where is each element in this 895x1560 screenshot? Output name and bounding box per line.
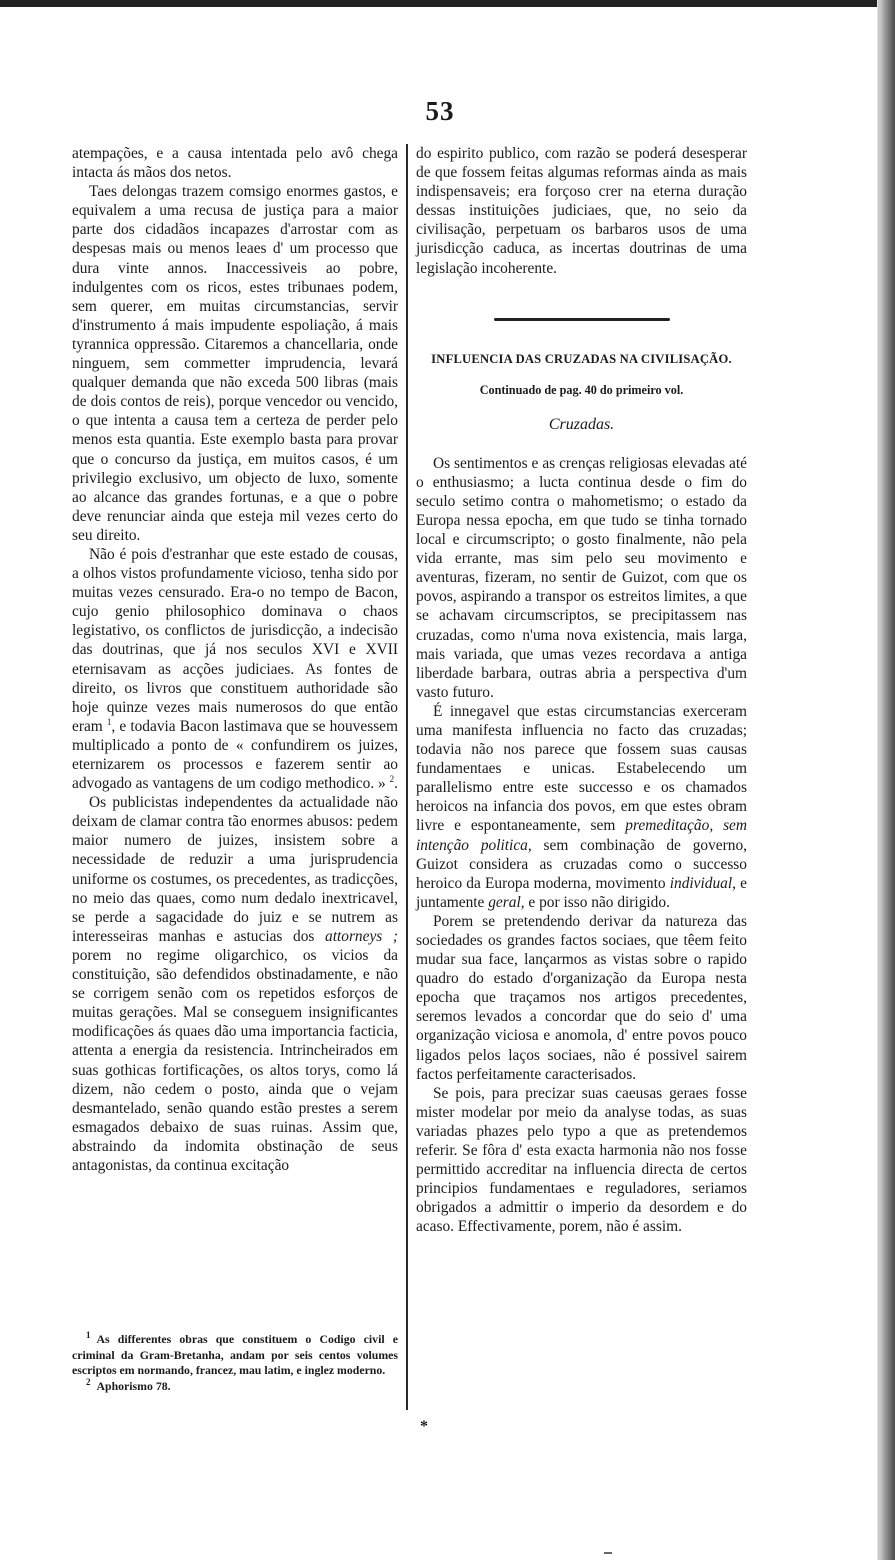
right-paragraph — [416, 1084, 747, 1237]
page-edge-line — [878, 0, 880, 1560]
right-column-body — [416, 454, 747, 1237]
text-segment: do espirito publico, com razão se poderá desesperar de que fossem feitas algumas reformas ainda as mais indispensaveis; era forçoso crer na eterna duração dessas instituições judiciaes, que, no seio da civilisação, perpetuam os barbaros usos de uma jurisdicção caduca, as incertas doutrinas de uma legislação incoherente. — [416, 145, 747, 277]
page-top-edge — [0, 0, 880, 7]
right-paragraph — [416, 454, 747, 702]
printer-mark — [604, 1552, 612, 1554]
text-segment: . — [394, 775, 398, 793]
left-paragraph — [72, 793, 398, 1175]
italic-text: geral — [488, 893, 521, 911]
text-segment: Se pois, para precizar suas caeusas geraes fosse mister modelar por meio da analyse todas, as suas variadas phazes pelo typo a que as pretendemos referir. Se fôra d' esta exacta harmonia não nos fosse permittido accreditar na influencia directa de certos principios fundamentaes e reguladores, seriamos obrigados a admittir o imperio da desordem e do acaso. Effectivamente, porem, não é assim. — [416, 1084, 747, 1236]
footnote-number: 1 — [86, 1330, 91, 1341]
section-subheading: Cruzadas. — [548, 415, 615, 433]
text-segment: porem no regime oligarchico, os vicios da constituição, são defendidos obstinadamente, e não se corrigem senão com os repetidos esforços de muitas gerações. Mal se conseguem insignificantes modificações ás quaes dão uma importancia facticia, attenta a energia da resistencia. Intrincheirados em suas gothicas fortificações, os altos torys, como lá dizem, não cedem o posto, ainda que o vejam desmantelado, senão quando estão prestes a serem esmagados debaixo de suas ruinas. Assim que, abstraindo da indomita obstinação de seus antagonistas, da continua excitação — [72, 946, 398, 1174]
text-segment: atempações, e a causa intentada pelo avô chega intacta ás mãos dos netos. — [72, 145, 398, 182]
left-paragraph — [72, 144, 398, 182]
continuation-note: Continuado de pag. 40 do primeiro vol. — [479, 382, 684, 397]
section-rule — [494, 318, 670, 321]
right-paragraph — [416, 912, 747, 1084]
footnote — [72, 1376, 398, 1395]
left-column — [72, 144, 398, 1175]
section-heading: INFLUENCIA DAS CRUZADAS NA CIVILISAÇÃO. — [431, 351, 732, 366]
text-segment: Os publicistas independentes da actualidade não deixam de clamar contra tão enormes abusos: pedem maior numero de juizes, insistem sobre a necessidade de reduzir a uma jurisprudencia uniforme os costumes, os precedentes, as tradicções, no meio das quaes, como num dedalo inextricavel, se perde a sagacidade do juiz e se nutrem as interesseiras manhas e astucias dos — [72, 794, 398, 945]
text-segment: , e por isso não dirigido. — [520, 893, 670, 911]
left-paragraph — [72, 182, 398, 545]
right-paragraph — [416, 702, 747, 912]
text-segment: Os sentimentos e as crenças religiosas elevadas até o enthusiasmo; a lucta continua desde o fim do seculo setimo contra o mahometismo; o estado da Europa nessa epocha, em que tudo se tinha tornado local e circumscripto; o gosto finalmente, não pela vida errante, mas sim pelo seu movimento e aventuras, fizeram, no sentir de Guizot, com que os povos, aspirando a transpor os estreitos limites, a que se achavam circumscriptos, se precipitassem nas cruzadas, como n'uma nova existencia, mais larga, mais variada, que umas vezes recordava a antiga liberdade barbara, outras abria a perspectiva d'um vasto futuro. — [416, 454, 747, 701]
right-opening-paragraph — [416, 144, 747, 278]
text-segment: , sem combinação de governo, Guizot considera as cruzadas como o successo heroico da Europa moderna, movimento — [416, 836, 747, 892]
footnote-reference: 1 — [106, 716, 112, 727]
footnote-text: Aphorismo 78. — [96, 1378, 171, 1393]
italic-text: attorneys ; — [325, 927, 398, 945]
footnote-reference: 2 — [389, 773, 395, 784]
page-number: 53 — [425, 96, 455, 126]
footnote-text: As differentes obras que constituem o Codigo civil e criminal da Gram-Bretanha, andam por seis centos volumes escriptos em normando, francez, mau latim, e inglez moderno. — [72, 1332, 398, 1378]
right-paragraph — [416, 144, 747, 278]
right-column — [416, 144, 747, 1237]
text-segment: Taes delongas trazem comsigo enormes gastos, e equivalem a uma recusa de justiça para a maior parte dos cidadãos incapazes d'arrostar com as despesas mais ou menos leaes d' um processo que dura vinte annos. Inaccessiveis ao pobre, indulgentes com os ricos, estes tribunaes podem, sem querer, em muitas circumstancias, servir d'instrumento á mais impudente espoliação, á mais tyrannica oppressão. Citaremos a chancellaria, onde ninguem, sem commetter imprudencia, levará qualquer demanda que não exceda 500 libras (mais de dois contos de reis), porque vencedor ou vencido, o que intenta a causa tem a certeza de perder pelo menos esta quantia. Este exemplo basta para provar que o concurso da justiça, em muitos casos, é um privilegio exclusivo, um objecto de luxo, somente ao alcance das grandes fortunas, e a que o pobre deve renunciar ainda que esteja mil vezes certo do seu direito. — [72, 183, 398, 544]
text-segment: É innegavel que estas circumstancias exerceram uma manifesta influencia no facto das cruzadas; todavia não nos parece que fossem suas causas fundamentaes e unicas. Estabelecendo um parallelismo entre este successo e os chamados heroicos na infancia dos povos, em que estes obram livre e espontaneamente, sem — [416, 702, 747, 835]
signature-mark: * — [420, 1418, 428, 1435]
footnote — [72, 1332, 398, 1379]
column-divider — [406, 144, 408, 1410]
text-segment: Porem se pretendendo derivar da natureza das sociedades os grandes factos sociaes, que têem feito mudar sua face, lançarmos as vistas sobre o rapido quadro do estado d'organização da Europa nesta epocha que traçamos nos artigos precedentes, seremos levados a concordar que do seio d' uma organização viciosa e anomola, d' entre povos pouco ligados pelos laços sociaes, não é possivel sairem factos perfeitamente caracterisados. — [416, 912, 747, 1083]
text-segment: , e todavia Bacon lastimava que se houvessem multiplicado a ponto de « confundirem os juizes, eternizarem os processos e fazerem sentir ao advogado as vantagens de um codigo methodico. » — [72, 717, 398, 793]
footnotes — [72, 1332, 398, 1394]
text-segment: , e juntamente — [416, 874, 747, 911]
left-paragraph — [72, 545, 398, 793]
italic-text: individual — [669, 874, 733, 892]
italic-text: premeditação, sem intenção politica — [416, 817, 748, 854]
footnote-number: 2 — [86, 1376, 91, 1387]
text-segment: Não é pois d'estranhar que este estado de cousas, a olhos vistos profundamente vicioso, tenha sido por muitas vezes censurado. Era-o no tempo de Bacon, cujo genio philosophico dominava o chaos legistativo, os conflictos de jurisdicção, a indecisão das doutrinas, que já nos seculos XVI e XVII eternisavam as acções judiciaes. As fontes de direito, os livros que constituem authoridade são hoje quinze vezes mais numerosos do que então eram — [72, 545, 398, 735]
